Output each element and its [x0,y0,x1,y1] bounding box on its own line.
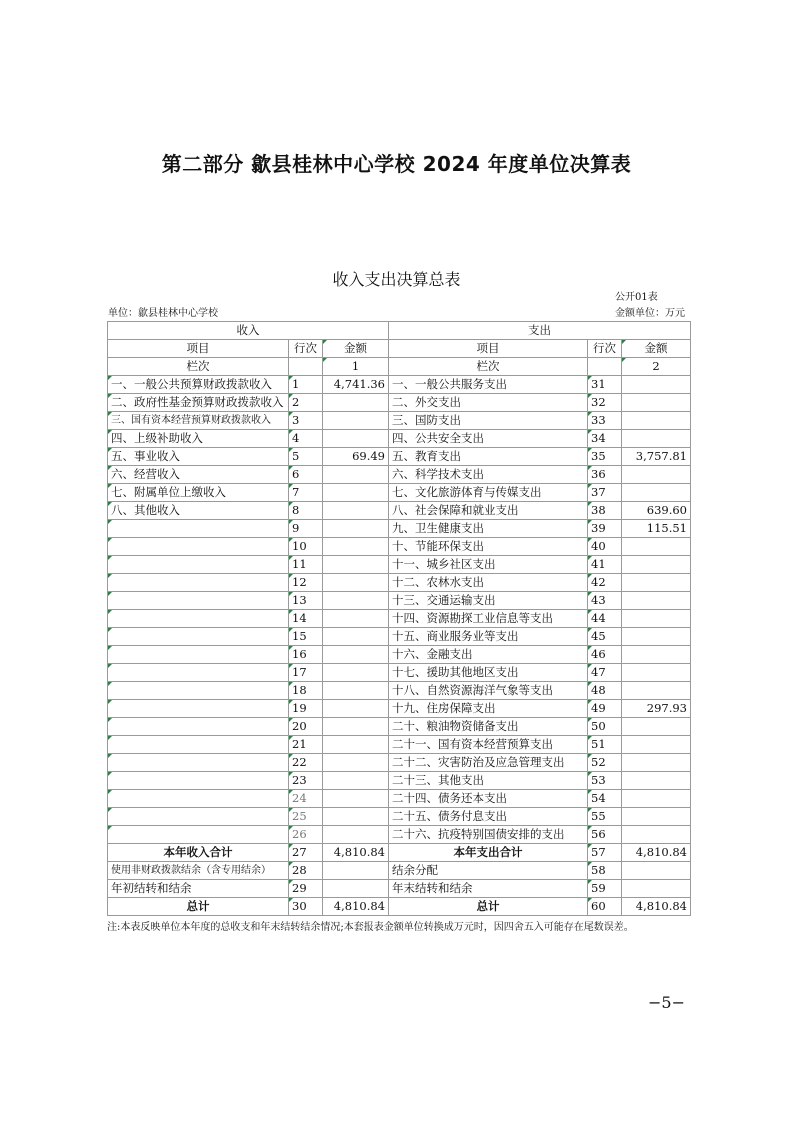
income-row-number: 1 [289,376,323,394]
expense-item: 二十五、债务付息支出 [389,808,588,826]
expense-row-number: 36 [588,466,622,484]
table-row [108,700,691,718]
expense-item: 十五、商业服务业等支出 [389,628,588,646]
expense-amount [622,466,691,484]
expense-item: 十八、自然资源海洋气象等支出 [389,682,588,700]
income-column-label: 栏次 [108,358,289,376]
expense-amount: 297.93 [622,700,691,718]
expense-item: 十七、援助其他地区支出 [389,664,588,682]
expense-row-number: 40 [588,538,622,556]
income-amount [323,556,389,574]
table-row [108,466,691,484]
expense-row-number: 51 [588,736,622,754]
expense-total-amount: 4,810.84 [622,844,691,862]
expense-item: 十六、金融支出 [389,646,588,664]
table-row [108,502,691,520]
income-row-number: 3 [289,412,323,430]
income-amount [323,412,389,430]
expense-row-number: 32 [588,394,622,412]
table-row [108,610,691,628]
income-item: 八、其他收入 [108,502,289,520]
income-column-blank [289,358,323,376]
income-amount [323,700,389,718]
income-item: 二、政府性基金预算财政拨款收入 [108,394,289,412]
income-amount [323,736,389,754]
income-row-number: 4 [289,430,323,448]
expense-item: 二十三、其他支出 [389,772,588,790]
expense-item: 一、一般公共服务支出 [389,376,588,394]
expense-total-row-number: 57 [588,844,622,862]
expense-column-number: 2 [622,358,691,376]
income-item [108,646,289,664]
expense-amount [622,826,691,844]
column-header-row [108,340,691,358]
income-column-number: 1 [323,358,389,376]
income-item [108,628,289,646]
expense-item: 四、公共安全支出 [389,430,588,448]
expense-row-number: 35 [588,448,622,466]
income-item [108,808,289,826]
expense-item: 二十四、债务还本支出 [389,790,588,808]
expense-item: 二十二、灾害防治及应急管理支出 [389,754,588,772]
page-number: −5− [648,993,685,1012]
income-row-number: 23 [289,772,323,790]
income-item [108,718,289,736]
expense-item-header: 项目 [389,340,588,358]
income-item-header: 项目 [108,340,289,358]
income-item: 六、经营收入 [108,466,289,484]
income-item [108,754,289,772]
table-row [108,556,691,574]
total-row [108,844,691,862]
expense-amount: 3,757.81 [622,448,691,466]
income-item [108,520,289,538]
expense-item: 六、科学技术支出 [389,466,588,484]
income-row-number: 9 [289,520,323,538]
expense-total-label: 年末结转和结余 [389,880,588,898]
income-amount [323,430,389,448]
expense-row-number: 38 [588,502,622,520]
expense-item: 九、卫生健康支出 [389,520,588,538]
expense-total-label: 本年支出合计 [389,844,588,862]
expense-total-row-number: 59 [588,880,622,898]
expense-item: 八、社会保障和就业支出 [389,502,588,520]
expense-row-number: 33 [588,412,622,430]
expense-amount [622,772,691,790]
income-row-number: 24 [289,790,323,808]
income-row-number: 12 [289,574,323,592]
money-unit-label: 金额单位：万元 [615,308,685,319]
expense-row-number: 45 [588,628,622,646]
income-row-number: 26 [289,826,323,844]
expense-row-number: 47 [588,664,622,682]
expense-amount [622,556,691,574]
table-row [108,826,691,844]
income-row-number: 16 [289,646,323,664]
expense-amount [622,736,691,754]
expense-row-number: 42 [588,574,622,592]
income-amount [323,826,389,844]
expense-item: 二、外交支出 [389,394,588,412]
expense-row-number: 46 [588,646,622,664]
income-amount: 69.49 [323,448,389,466]
expense-total-row-number: 60 [588,898,622,916]
income-item [108,736,289,754]
expense-amount: 115.51 [622,520,691,538]
income-row-number: 5 [289,448,323,466]
expense-column-blank [588,358,622,376]
expense-total-label: 总计 [389,898,588,916]
expense-total-amount [622,862,691,880]
income-total-row-number: 30 [289,898,323,916]
income-item [108,610,289,628]
expense-total-amount [622,880,691,898]
income-row-number: 22 [289,754,323,772]
income-total-row-number: 28 [289,862,323,880]
income-total-row-number: 29 [289,880,323,898]
income-total-row-number: 27 [289,844,323,862]
income-item: 七、附属单位上缴收入 [108,484,289,502]
table-row [108,754,691,772]
table-row [108,520,691,538]
income-row-number: 19 [289,700,323,718]
expense-item: 三、国防支出 [389,412,588,430]
income-row-number: 11 [289,556,323,574]
income-row-number: 8 [289,502,323,520]
income-item [108,700,289,718]
income-item [108,664,289,682]
income-amount [323,808,389,826]
table-row [108,538,691,556]
table-row [108,628,691,646]
expense-row-number: 53 [588,772,622,790]
income-row-number: 13 [289,592,323,610]
income-amount [323,394,389,412]
table-row [108,412,691,430]
income-item [108,556,289,574]
expense-row-number: 55 [588,808,622,826]
table-row [108,394,691,412]
income-amount [323,646,389,664]
income-amount: 4,741.36 [323,376,389,394]
expense-item: 十一、城乡社区支出 [389,556,588,574]
table-row [108,376,691,394]
income-item: 三、国有资本经营预算财政拨款收入 [108,412,289,430]
expense-total-label: 结余分配 [389,862,588,880]
income-row-number: 20 [289,718,323,736]
income-total-amount [323,862,389,880]
income-item [108,574,289,592]
income-row-number: 17 [289,664,323,682]
expense-item: 二十一、国有资本经营预算支出 [389,736,588,754]
expense-amount [622,628,691,646]
expense-row-number: 34 [588,430,622,448]
part-title: 第二部分 歙县桂林中心学校 2024 年度单位决算表 [161,152,632,176]
income-row-number: 6 [289,466,323,484]
income-item: 五、事业收入 [108,448,289,466]
expense-row-number: 52 [588,754,622,772]
income-total-label: 年初结转和结余 [108,880,289,898]
income-amount [323,610,389,628]
table-row [108,646,691,664]
table-row [108,808,691,826]
expense-amount [622,610,691,628]
table-row [108,574,691,592]
income-total-label: 总计 [108,898,289,916]
expense-amount [622,754,691,772]
expense-row-number: 41 [588,556,622,574]
table-row [108,484,691,502]
expense-item: 十九、住房保障支出 [389,700,588,718]
income-expense-table [107,321,691,916]
income-item [108,826,289,844]
expense-row-number: 48 [588,682,622,700]
income-amount [323,628,389,646]
income-rowno-header: 行次 [289,340,323,358]
income-amount [323,790,389,808]
expense-row-number: 50 [588,718,622,736]
expense-item: 十二、农林水支出 [389,574,588,592]
expense-total-row-number: 58 [588,862,622,880]
expense-row-number: 31 [588,376,622,394]
income-amount [323,484,389,502]
income-amount [323,520,389,538]
expense-row-number: 43 [588,592,622,610]
expense-amount [622,592,691,610]
expense-amount [622,664,691,682]
income-total-amount [323,880,389,898]
income-total-label: 使用非财政拨款结余（含专用结余） [108,862,289,880]
expense-item: 七、文化旅游体育与传媒支出 [389,484,588,502]
expense-amount-header: 金额 [622,340,691,358]
income-amount [323,772,389,790]
income-item [108,682,289,700]
section-header-row [108,322,691,340]
income-amount [323,754,389,772]
expense-item: 五、教育支出 [389,448,588,466]
income-amount [323,664,389,682]
table-row [108,790,691,808]
expense-amount [622,646,691,664]
income-total-amount: 4,810.84 [323,898,389,916]
expense-rowno-header: 行次 [588,340,622,358]
income-row-number: 21 [289,736,323,754]
table-row [108,592,691,610]
expense-amount [622,574,691,592]
income-row-number: 15 [289,628,323,646]
income-total-label: 本年收入合计 [108,844,289,862]
expense-amount: 639.60 [622,502,691,520]
income-amount [323,592,389,610]
form-number: 公开01表 [615,292,658,303]
income-item: 四、上级补助收入 [108,430,289,448]
table-row [108,736,691,754]
table-row [108,664,691,682]
expense-row-number: 39 [588,520,622,538]
income-amount [323,466,389,484]
expense-amount [622,430,691,448]
income-row-number: 14 [289,610,323,628]
total-row [108,898,691,916]
income-item [108,592,289,610]
income-item: 一、一般公共预算财政拨款收入 [108,376,289,394]
income-amount-header: 金额 [323,340,389,358]
expense-amount [622,718,691,736]
expense-item: 十四、资源勘探工业信息等支出 [389,610,588,628]
income-item [108,772,289,790]
income-amount [323,502,389,520]
income-total-amount: 4,810.84 [323,844,389,862]
income-amount [323,574,389,592]
expense-total-amount: 4,810.84 [622,898,691,916]
expense-row-number: 56 [588,826,622,844]
income-row-number: 25 [289,808,323,826]
expense-item: 十三、交通运输支出 [389,592,588,610]
expense-amount [622,790,691,808]
income-header: 收入 [108,322,389,340]
expense-amount [622,394,691,412]
unit-label: 单位：歙县桂林中心学校 [108,308,218,319]
expense-item: 二十、粮油物资储备支出 [389,718,588,736]
income-row-number: 2 [289,394,323,412]
table-title: 收入支出决算总表 [332,270,461,289]
income-item [108,538,289,556]
expense-row-number: 44 [588,610,622,628]
expense-amount [622,376,691,394]
income-amount [323,718,389,736]
expense-column-label: 栏次 [389,358,588,376]
income-row-number: 10 [289,538,323,556]
column-number-row [108,358,691,376]
table-row [108,718,691,736]
footnote: 注:本表反映单位本年度的总收支和年末结转结余情况;本套报表金额单位转换成万元时，因四舍五入可能存在尾数误差。 [107,922,634,933]
expense-amount [622,538,691,556]
expense-amount [622,682,691,700]
expense-header: 支出 [389,322,691,340]
table-row [108,772,691,790]
income-amount [323,538,389,556]
income-row-number: 7 [289,484,323,502]
expense-row-number: 54 [588,790,622,808]
table-row [108,430,691,448]
expense-item: 十、节能环保支出 [389,538,588,556]
income-amount [323,682,389,700]
expense-row-number: 37 [588,484,622,502]
expense-row-number: 49 [588,700,622,718]
total-row [108,862,691,880]
income-row-number: 18 [289,682,323,700]
expense-amount [622,412,691,430]
expense-item: 二十六、抗疫特别国债安排的支出 [389,826,588,844]
income-item [108,790,289,808]
table-row [108,682,691,700]
total-row [108,880,691,898]
expense-amount [622,484,691,502]
expense-amount [622,808,691,826]
table-row [108,448,691,466]
